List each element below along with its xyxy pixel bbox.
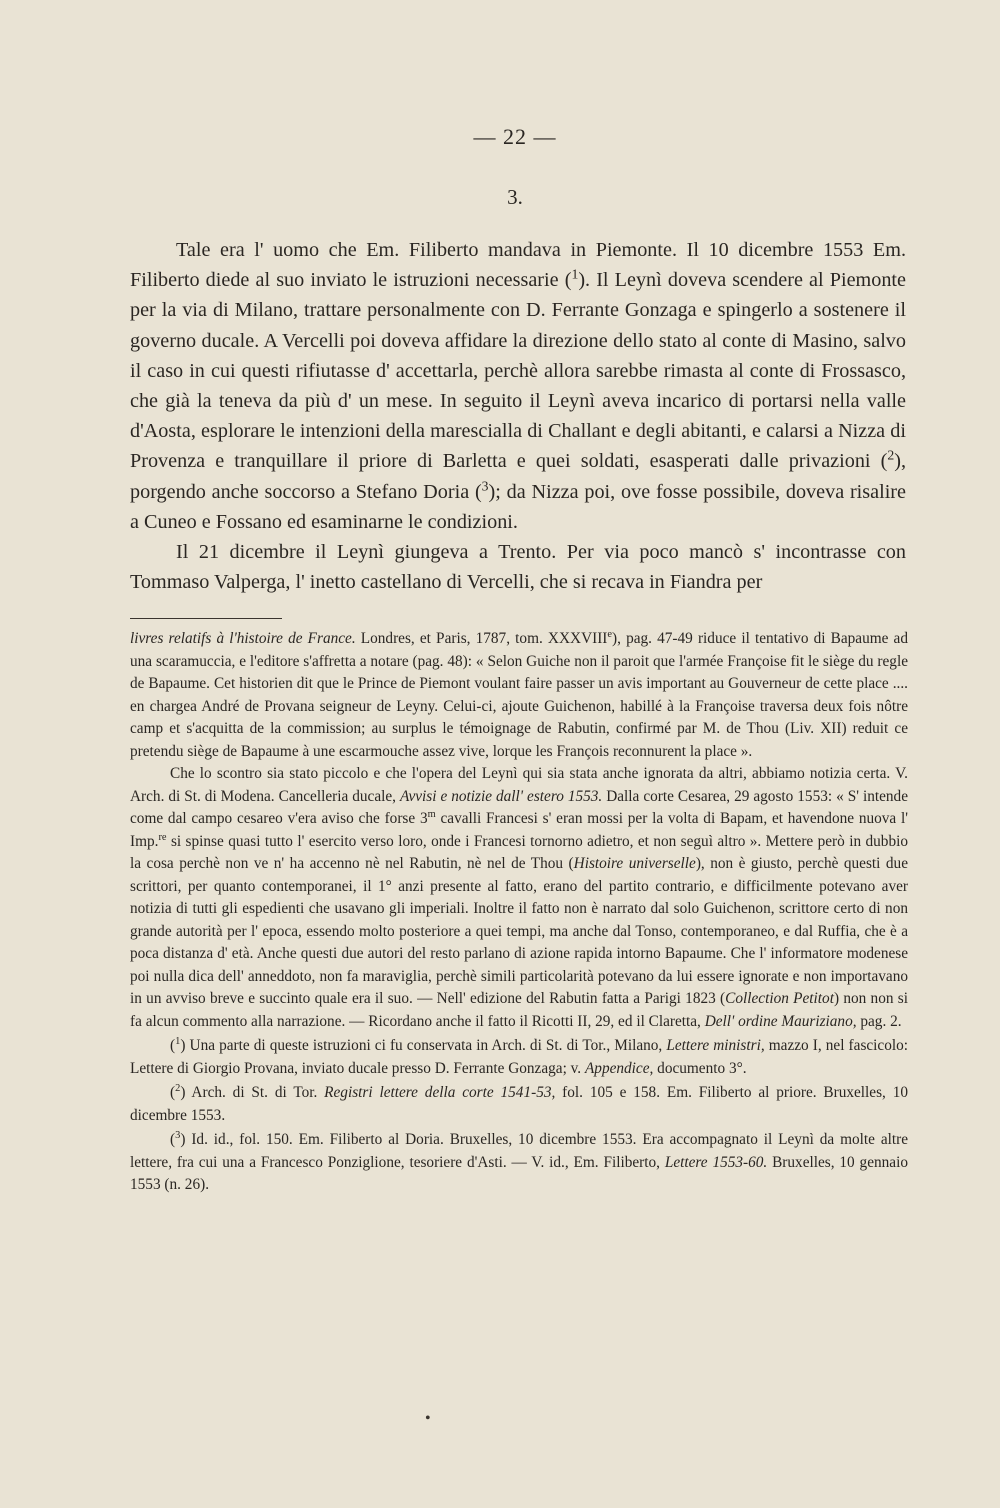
footnote-1: ($^1$) Una parte di queste istruzioni ci fu conservata in Arch. di St. di Tor., Milano, Lettere ministri, mazzo I, nel fascicolo: Lettere di Giorgio Provana, inviato ducale presso D. Ferrante Gonzaga; v. Appendice, documento 3°. — [130, 1035, 909, 1077]
text-run: documento 3°. — [653, 1059, 747, 1077]
text-italic: Registri lettere della corte 1541-53, — [324, 1084, 556, 1101]
paragraph-2: Il 21 dicembre il Leynì giungeva a Trento. Per via poco mancò s' incontrasse con Tommaso Valperga, l' inetto castellano di Vercelli, che si recava in Fiandra per — [130, 541, 906, 594]
text-run: ); da Nizza poi, ove fosse possibile, doveva risalire a Cuneo e Fossano ed esaminarne le condizioni. — [130, 480, 906, 533]
text-run: ), porgendo anche soccorso a Stefano Doria ( — [130, 450, 906, 503]
text-run: mazzo I, nel fascicolo: Lettere di Giorgio Provana, inviato ducale presso D. Ferrante Gonzaga; v. — [130, 1037, 909, 1077]
text-italic: Histoire universelle — [573, 855, 696, 872]
text-run: Una parte di queste istruzioni ci fu conservata in Arch. di St. di Tor., Milano, — [185, 1037, 667, 1054]
page-number: — 22 — — [473, 124, 557, 149]
superscript: re — [158, 831, 167, 843]
text-italic: Avvisi e notizie dall' estero 1553. — [399, 787, 603, 805]
footnote-ref-2: 2 — [887, 447, 895, 463]
text-italic: Collection Petitot — [725, 990, 834, 1007]
footnote-paragraph — [130, 763, 908, 1033]
footnote-ref-1: 1 — [571, 266, 579, 282]
footnote-mark: 3 — [175, 1129, 181, 1141]
text-run: ), non è giusto, perchè questi due scrittori, per quanto contemporanei, il 1° anzi presente al fatto, erano del partito contrario, e difficilmente potevano aver notizia di tutti gli espedienti che usavano gli imperiali. Inoltre il fatto non è narrato dal solo Guichenon, scrittore certo di non grande autorità per l' epoca, essendo molto posteriore a quei tempi, ma anche dal Tonso, contemporaneo, e dal Ruffia, che è a poca distanza d' età. Anche questi due autori del resto parlano di azione rapida intorno Bapaume. Che l' informatore modenese poi nulla dica dell' anneddoto, non fa maraviglia, perchè simili particolarità potevano da lui essere ignorate e non importavano in un avviso breve e succinto quale era il suo. — Nell' edizione del Rabutin fatta a Parigi 1823 ( — [130, 855, 908, 1007]
text-italic: livres relatifs à l'histoire de France. — [130, 630, 356, 647]
text-run: ). Il Leynì doveva scendere al Piemonte per la via di Milano, trattare personalmente con D. Ferrante Gonzaga e spingerlo a sostenere il governo ducale. A Vercelli poi doveva affidare la direzione dello stato al conte di Masino, salvo il caso in cui questi rifiutasse d' accettarla, perchè allora sarebbe rimasta al conte di Frossasco, che già la teneva da più d' un mese. In seguito il Leynì aveva incarico di portarsi nella valle d'Aosta, esplorare le intenzioni della marescialla di Challant e degli abitanti, e calarsi a Nizza di Provenza e tranquillare il priore di Barletta e quei soldati, esasperati dalle privazioni ( — [130, 269, 906, 473]
footnote-ref-3: 3 — [481, 477, 489, 493]
text-run: si spinse quasi tutto l' esercito verso loro, onde i Francesi tornorno adietro, et non seguì altro ». Mettere però in dubbio la cosa perchè non ve n' ha accenno nè nel Rabutin, nè nel de Thou ( — [130, 832, 908, 872]
footnote-mark: 2 — [175, 1082, 181, 1094]
footnote-3: ($^3$) Id. id., fol. 150. Em. Filiberto al Doria. Bruxelles, 10 dicembre 1553. Era accompagnato il Leynì da molte altre lettere, fra cui una a Francesco Ponziglione, tesoriere d'Asti. — V. id., Em. Filiberto, Lettere 1553-60. Bruxelles, 10 gennaio 1553 (n. 26). — [130, 1129, 908, 1193]
text-run: Londres, et Paris, 1787, tom. XXXVIII — [355, 630, 608, 647]
footnote-2: ($^2$) Arch. di St. di Tor. Registri lettere della corte 1541-53, fol. 105 e 158. Em. Filiberto al priore. Bruxelles, 10 dicembre 1553. — [130, 1082, 908, 1124]
text-italic: Lettere 1553-60. — [664, 1153, 768, 1171]
text-italic: Appendice, — [584, 1059, 654, 1077]
superscript: e — [607, 628, 613, 640]
section-number: 3. — [507, 185, 523, 209]
footnotes — [130, 628, 908, 1197]
text-run: Tale era l' uomo che Em. Filiberto mandava in Piemonte. Il 10 dicembre 1553 Em. Filiberto diede al suo inviato le istruzioni necessarie ( — [130, 239, 906, 292]
text-run: cavalli Francesi s' eran mossi per la volta di Bapam, et havendone nuova l' Imp. — [130, 810, 909, 850]
paragraph-1 — [130, 235, 906, 537]
text-run: fol. 105 e 158. Em. Filiberto al priore. Bruxelles, 10 dicembre 1553. — [130, 1084, 908, 1124]
printer-mark: • — [425, 1410, 431, 1427]
main-text — [130, 235, 906, 597]
text-run: Id. id., fol. 150. Em. Filiberto al Doria. Bruxelles, 10 dicembre 1553. Era accompagnato il Leynì da molte altre lettere, fra cui una a Francesco Ponziglione, tesoriere d'Asti. — V. id., Em. Filiberto, — [130, 1131, 908, 1171]
footnote-mark: 1 — [175, 1035, 181, 1047]
text-run: Dalla corte Cesarea, 29 agosto 1553: « S' intende come dal campo cesareo v'era aviso che forse 3 — [130, 787, 908, 827]
text-italic: Lettere ministri, — [666, 1037, 765, 1054]
text-italic: Dell' ordine Mauriziano, — [704, 1012, 857, 1030]
text-run: ) non non si fa alcun commento alla narrazione. — Ricordano anche il fatto il Ricotti II, 29, ed il Claretta, — [130, 990, 908, 1030]
text-run: Arch. di St. di Tor. — [185, 1084, 325, 1101]
text-run: Bruxelles, 10 gennaio 1553 (n. 26). — [130, 1153, 908, 1193]
footnote-divider — [130, 618, 282, 619]
text-run: ), pag. 47-49 riduce il tentativo di Bapaume ad una scaramuccia, e l'editore s'affretta a notare (pag. 48): « Selon Guiche non il paroit que l'armée Françoise fit le siège du regle de Bapaume. Cet historien dit que le Prince de Piemont voulant faire passer un avis important au Gouverneur de cette place .... en chargea André de Provana seigneur de Leyny. Celui-ci, ajoute Guichenon, habillé à la Françoise traversa deux fois nôtre camp et s'acquitta de la commission; au surplus le témoignage de Rabutin, confirmé par M. de Thou (Liv. XII) reduit ce pretendu siège de Bapaume à une escarmouche assez vive, lorque les François reconnurent la place ». — [130, 630, 908, 760]
text-run: pag. 2. — [856, 1012, 902, 1030]
superscript: m — [427, 808, 436, 820]
text-run: Che lo scontro sia stato piccolo e che l'opera del Leynì qui sia stata anche ignorata da altri, abbiamo notizia certa. V. Arch. di St. di Modena. Cancelleria ducale, — [130, 765, 908, 805]
footnote-continuation — [130, 628, 908, 763]
